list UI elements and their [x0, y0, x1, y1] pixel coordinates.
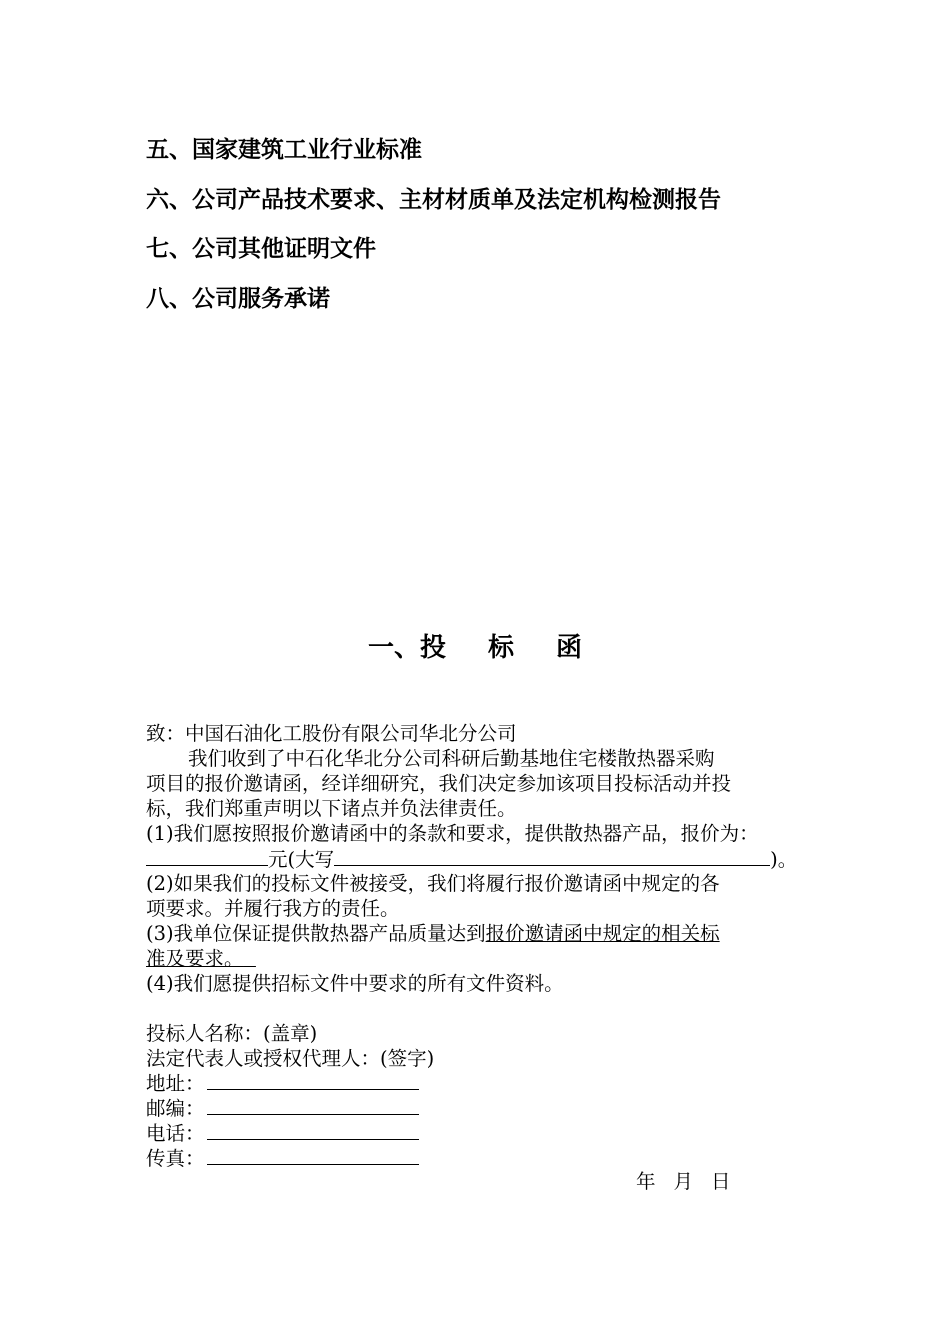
letter-title	[0, 630, 950, 666]
letter-intro-line-2: 项目的报价邀请函，经详细研究，我们决定参加该项目投标活动并投	[146, 772, 732, 795]
phone-label: 电话：	[146, 1122, 205, 1145]
item-3-underlined-1: 报价邀请函中规定的相关标	[485, 922, 720, 945]
letter-item-3-line-1	[146, 922, 720, 947]
letter-intro-line-3: 标，我们郑重声明以下诸点并负法律责任。	[146, 797, 517, 820]
toc-item-7: 七、公司其他证明文件	[146, 236, 376, 262]
fax-row	[146, 1147, 419, 1172]
date-day: 日	[711, 1170, 731, 1193]
letter-intro-line-1: 我们收到了中石化华北分公司科研后勤基地住宅楼散热器采购	[188, 747, 715, 770]
date-month: 月	[673, 1170, 694, 1193]
price-close: )。	[770, 848, 798, 871]
letter-item-1-line-1: (1)我们愿按照报价邀请函中的条款和要求，提供散热器产品，报价为：	[146, 822, 759, 845]
toc-item-6: 六、公司产品技术要求、主材材质单及法定机构检测报告	[146, 187, 721, 213]
address-label: 地址：	[146, 1072, 205, 1095]
item-3-prefix: (3)我单位保证提供散热器产品质量达到	[146, 922, 486, 945]
address-blank[interactable]	[207, 1077, 419, 1090]
phone-row	[146, 1122, 419, 1147]
price-blank[interactable]	[146, 847, 268, 866]
phone-blank[interactable]	[207, 1127, 419, 1140]
title-part-1: 一、投	[367, 633, 446, 663]
legal-representative: 法定代表人或授权代理人：(签字)	[146, 1047, 435, 1070]
date-line	[636, 1170, 749, 1195]
letter-item-3-line-2	[146, 947, 256, 972]
title-part-2: 标	[487, 633, 514, 663]
toc-item-5: 五、国家建筑工业行业标准	[146, 137, 422, 163]
letter-item-2-line-2: 项要求。并履行我方的责任。	[146, 897, 400, 920]
letter-item-2-line-1: (2)如果我们的投标文件被接受，我们将履行报价邀请函中规定的各	[146, 872, 720, 895]
item-3-underlined-2: 准及要求。	[146, 947, 244, 970]
title-part-3: 函	[556, 633, 583, 663]
fax-blank[interactable]	[207, 1152, 419, 1165]
postcode-row	[146, 1097, 419, 1122]
toc-item-8: 八、公司服务承诺	[146, 286, 330, 312]
price-words-blank[interactable]	[334, 847, 770, 866]
bidder-name: 投标人名称：(盖章)	[146, 1022, 318, 1045]
date-year: 年	[636, 1170, 656, 1193]
price-yuan-label: 元(大写	[268, 848, 335, 871]
address-row	[146, 1072, 419, 1097]
postcode-blank[interactable]	[207, 1102, 419, 1115]
letter-recipient: 致：中国石油化工股份有限公司华北分公司	[146, 722, 517, 745]
postcode-label: 邮编：	[146, 1097, 205, 1120]
letter-item-1-line-2	[146, 847, 797, 873]
fax-label: 传真：	[146, 1147, 205, 1170]
letter-item-4: (4)我们愿提供招标文件中要求的所有文件资料。	[146, 972, 564, 995]
